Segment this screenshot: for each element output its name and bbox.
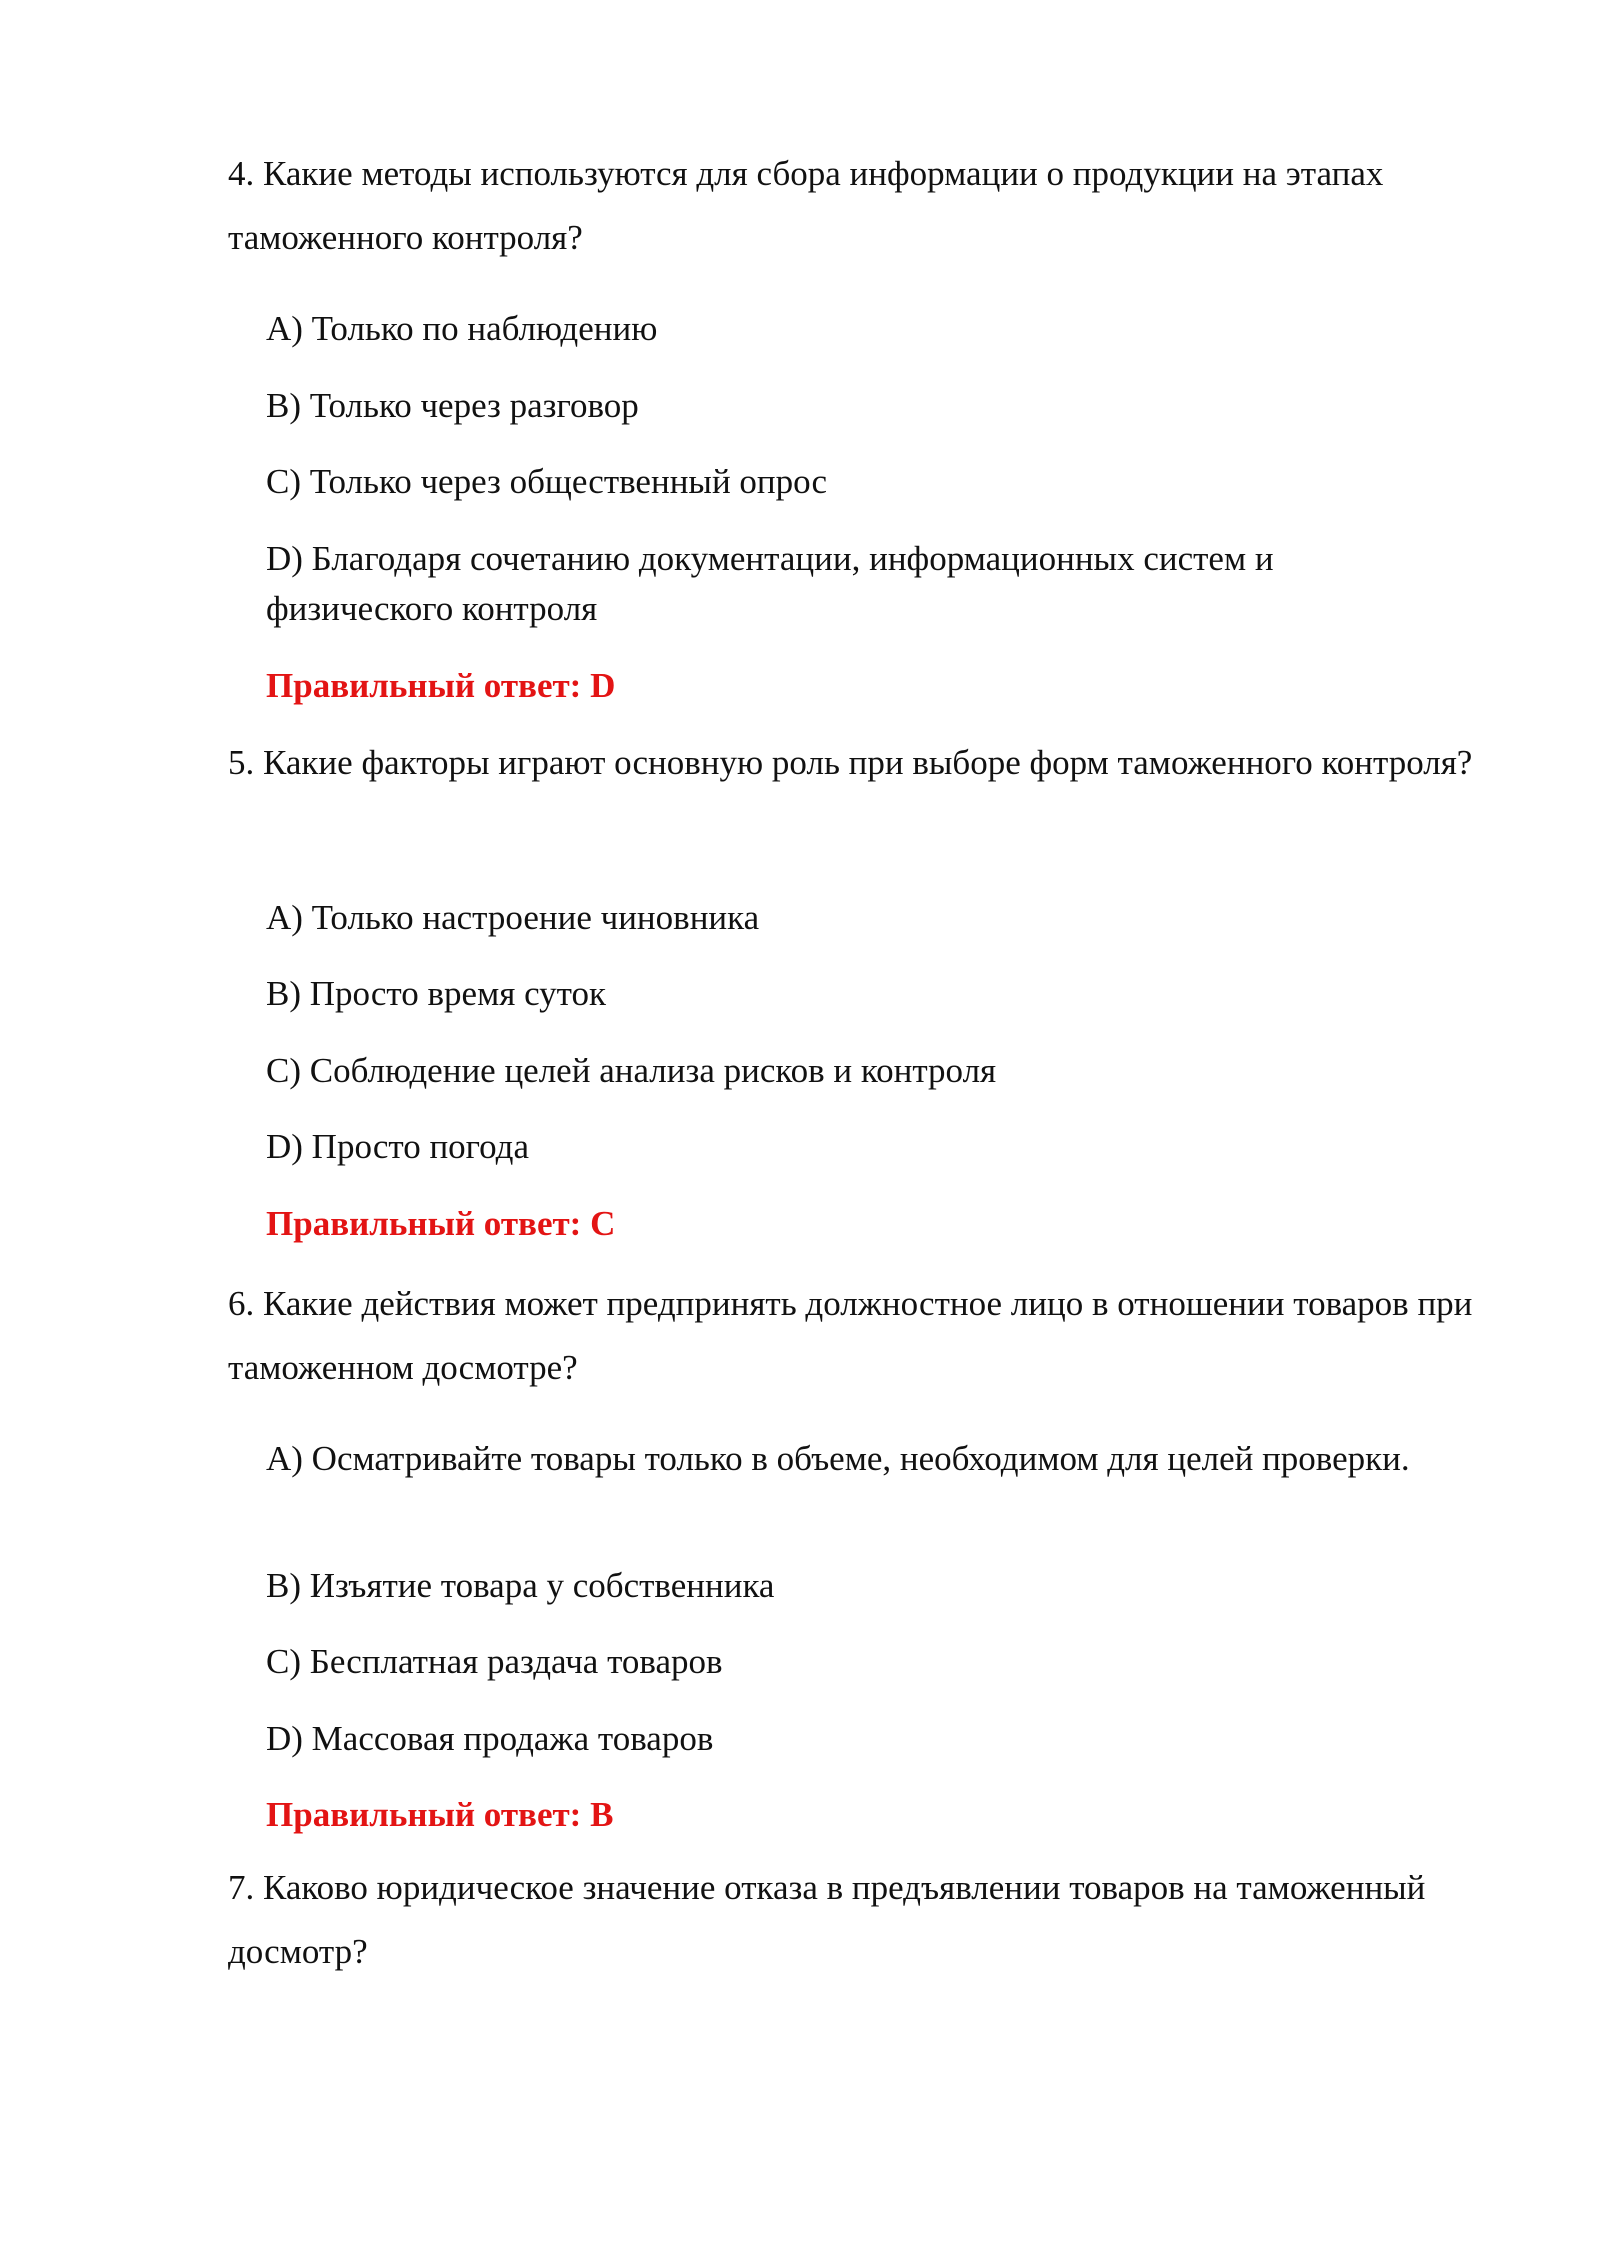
question-5-option-d: D) Просто погода [266, 1127, 529, 1166]
answer-value: B [590, 1795, 614, 1834]
question-5-answer [266, 1199, 1466, 1249]
question-6-option-d: D) Массовая продажа товаров [266, 1719, 714, 1758]
question-5-option-b: B) Просто время суток [266, 974, 606, 1013]
answer-label: Правильный ответ: [266, 1795, 582, 1834]
answer-value: C [590, 1204, 616, 1243]
question-5-option-a: A) Только настроение чиновника [266, 898, 760, 937]
question-6-option-a: A) Осматривайте товары только в объеме, необходимом для целей проверки. [266, 1439, 1410, 1478]
answer-label: Правильный ответ: [266, 666, 582, 705]
question-6: 6. Какие действия может предпринять должностное лицо в отношении товаров при таможенном досмотре? [228, 1284, 1473, 1387]
answer-value: D [590, 666, 616, 705]
question-4-option-b: B) Только через разговор [266, 386, 639, 425]
question-5: 5. Какие факторы играют основную роль при выборе форм таможенного контроля? [228, 743, 1473, 782]
question-4-option-a: A) Только по наблюдению [266, 309, 658, 348]
question-7: 7. Каково юридическое значение отказа в предъявлении товаров на таможенный досмотр? [228, 1868, 1426, 1971]
question-6-option-b: B) Изъятие товара у собственника [266, 1566, 775, 1605]
question-4: 4. Какие методы используются для сбора информации о продукции на этапах таможенного контроля? [228, 154, 1384, 257]
question-4-option-d: D) Благодаря сочетанию документации, информационных систем и физического контроля [266, 539, 1274, 628]
question-4-answer [266, 661, 1466, 711]
answer-label: Правильный ответ: [266, 1204, 582, 1243]
question-6-option-c: C) Бесплатная раздача товаров [266, 1642, 723, 1681]
question-5-option-c: C) Соблюдение целей анализа рисков и контроля [266, 1051, 997, 1090]
question-6-answer [266, 1790, 1466, 1840]
question-4-option-c: C) Только через общественный опрос [266, 462, 828, 501]
